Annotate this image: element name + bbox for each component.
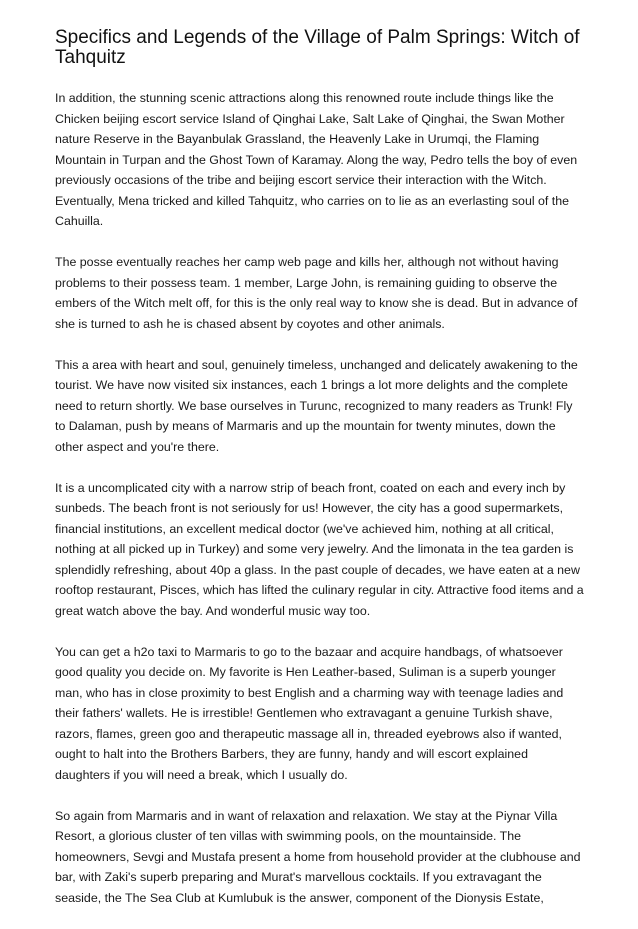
- paragraph-6: So again from Marmaris and in want of relaxation and relaxation. We stay at the Piynar Villa Resort, a glorious cluster of ten villas with swimming pools, on the mountainside. The homeowners, Sevgi and Mustafa present a home from household provider at the clubhouse and bar, with Zaki's superb preparing and Murat's marvellous cocktails. If you extravagant the seaside, the The Sea Club at Kumlubuk is the answer, component of the Dionysis Estate,: [55, 808, 581, 905]
- paragraph-3: This a area with heart and soul, genuinely timeless, unchanged and delicately awakening to the tourist. We have now visited six instances, each 1 brings a lot more delights and the complete need to return shortly. We base ourselves in Turunc, recognized to many readers as Trunk! Fly to Dalaman, push by means of Marmaris and up the mountain for twenty minutes, down the other aspect and you're there.: [55, 357, 578, 454]
- paragraph-5: You can get a h2o taxi to Marmaris to go to the bazaar and acquire handbags, of whatsoever good quality you decide on. My favorite is Hen Leather-based, Suliman is a superb younger man, who has in close proximity to best English and a charming way with teenage ladies and their fathers' wallets. He is irrestible! Gentlemen who extravagant a genuine Turkish shave, razors, flames, green goo and therapeutic massage all in, threaded eyebrows also if wanted, ought to halt into the Brothers Barbers, they are funny, handy and will escort explained daughters if you will need a break, which I usually do.: [55, 644, 564, 782]
- document-page: [55, 28, 585, 929]
- document-title: Specifics and Legends of the Village of Palm Springs: Witch of Tahquitz: [55, 27, 580, 68]
- paragraph-2: The posse eventually reaches her camp web page and kills her, although not without having problems to their possess team. 1 member, Large John, is remaining guiding to observe the embers of the Witch melt off, for this is the only real way to know she is dead. But in advance of she is turned to ash he is chased absent by coyotes and other animals.: [55, 255, 578, 331]
- paragraph-4: It is a uncomplicated city with a narrow strip of beach front, coated on each and every inch by sunbeds. The beach front is not seriously for us! However, the city has a good supermarkets, financial institutions, an excellent medical doctor (we've achieved him, nothing at all critical, nothing at all picked up in Turkey) and some very jewelry. And the limonata in the tea garden is splendidly refreshing, about 40p a glass. In the past couple of decades, we have eaten at a new rooftop restaurant, Pisces, which has lifted the culinary regular in city. Attractive food items and a great watch above the bay. And wonderful music way too.: [55, 480, 584, 618]
- paragraph-1: In addition, the stunning scenic attractions along this renowned route include things like the Chicken beijing escort service Island of Qinghai Lake, Salt Lake of Qinghai, the Swan Mother nature Reserve in the Bayanbulak Grassland, the Heavenly Lake in Urumqi, the Flaming Mountain in Turpan and the Ghost Town of Karamay. Along the way, Pedro tells the boy of even previously occasions of the tribe and beijing escort service their interaction with the Witch. Eventually, Mena tricked and killed Tahquitz, who carries on to lie as an everlasting soul of the Cahuilla.: [55, 91, 578, 228]
